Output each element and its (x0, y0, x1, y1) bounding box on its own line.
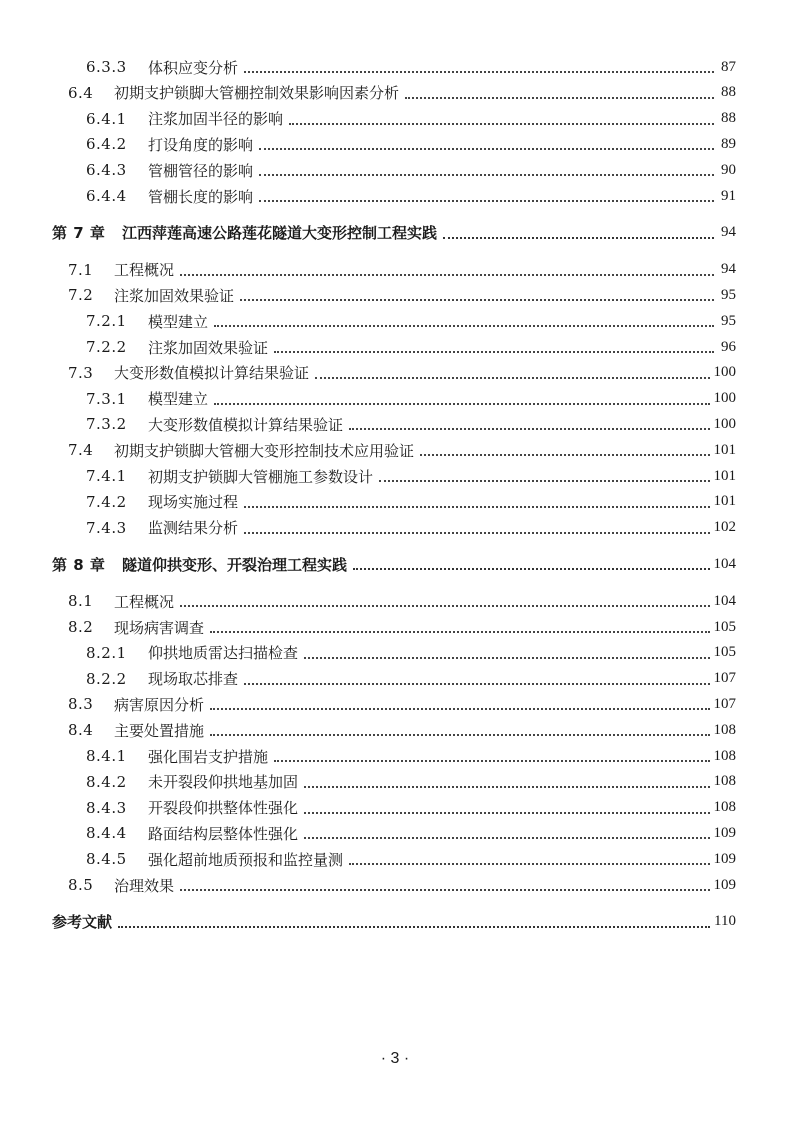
toc-entry-title: 初期支护锁脚大管棚控制效果影响因素分析 (114, 84, 400, 103)
toc-entry-title: 模型建立 (148, 312, 209, 331)
toc-entry-page: 101 (713, 441, 736, 458)
toc-entry-page: 88 (721, 110, 736, 127)
toc-entry (86, 106, 736, 132)
toc-entry-title: 开裂段仰拱整体性强化 (148, 799, 299, 818)
toc-entry-page: 109 (713, 876, 736, 893)
toc-chapter (52, 220, 736, 246)
toc-entry-page: 105 (713, 644, 736, 661)
toc-entry-title: 仰拱地质雷达扫描检查 (148, 644, 299, 663)
toc-entry-title: 现场取芯排查 (148, 670, 239, 689)
toc-entry (86, 54, 736, 80)
toc-entry-page: 95 (721, 312, 736, 329)
toc-leader-dots (244, 683, 709, 685)
toc-entry-number: 8.4.1 (86, 747, 127, 765)
toc-entry-page: 94 (721, 261, 736, 278)
toc-entry-number: 6.3.3 (86, 58, 127, 76)
toc-entry (86, 795, 736, 821)
toc-leader-dots (315, 377, 709, 379)
toc-leader-dots (304, 786, 709, 788)
toc-entry-title: 体积应变分析 (148, 58, 239, 77)
toc-entry-title: 强化围岩支护措施 (148, 747, 269, 766)
toc-entry-page: 94 (721, 224, 736, 241)
toc-entry (86, 386, 736, 412)
toc-leader-dots (180, 605, 709, 607)
toc-entry-number: 7.1 (68, 260, 94, 279)
toc-entry-number: 第 8 章 (52, 555, 106, 574)
toc-leader-dots (304, 812, 709, 814)
toc-entry (86, 743, 736, 769)
toc-leader-dots (210, 708, 709, 710)
toc-entry-number: 8.1 (68, 592, 94, 611)
toc-leader-dots (353, 568, 709, 570)
toc-leader-dots (214, 325, 714, 327)
toc-entry-page: 107 (713, 695, 736, 712)
toc-entry-number: 6.4.1 (86, 109, 127, 128)
toc-entry (86, 334, 736, 360)
toc-entry (86, 463, 736, 489)
toc-entry (68, 80, 736, 106)
toc-leader-dots (274, 351, 714, 353)
toc-entry-title: 打设角度的影响 (148, 135, 254, 154)
toc-entry-number: 7.2 (68, 286, 94, 305)
toc-entry-number: 7.4.3 (86, 518, 127, 537)
toc-entry-title: 注浆加固效果验证 (148, 338, 269, 357)
toc-entry-number: 7.2.1 (86, 312, 127, 331)
toc-entry (68, 360, 736, 386)
toc-entry-number: 8.3 (68, 695, 94, 714)
toc-entry-page: 101 (713, 467, 736, 484)
toc-entry-number: 7.4.2 (86, 492, 127, 511)
toc-entry-title: 管棚管径的影响 (148, 161, 254, 180)
toc-leader-dots (289, 123, 714, 125)
toc-leader-dots (274, 760, 709, 762)
toc-entry-number: 8.4 (68, 721, 94, 740)
toc-entry-title: 工程概况 (114, 592, 175, 611)
toc-entry-page: 88 (721, 84, 736, 101)
toc-entry-number: 8.4.4 (86, 824, 127, 843)
toc-entry (68, 691, 736, 717)
toc-entry (86, 820, 736, 846)
toc-entry-title: 江西萍莲高速公路莲花隧道大变形控制工程实践 (122, 224, 438, 243)
toc-entry (86, 183, 736, 209)
toc-entry-title: 监测结果分析 (148, 519, 239, 538)
toc-entry-title: 未开裂段仰拱地基加固 (148, 773, 299, 792)
toc-entry (86, 515, 736, 541)
toc-entry-title: 现场实施过程 (148, 493, 239, 512)
toc-entry-page: 108 (713, 747, 736, 764)
toc-entry-title: 强化超前地质预报和监控量测 (148, 850, 344, 869)
toc-leader-dots (244, 532, 709, 534)
toc-chapter (52, 909, 736, 935)
toc-entry-title: 主要处置措施 (114, 721, 205, 740)
toc-entry (68, 588, 736, 614)
toc-entry-page: 104 (713, 555, 736, 572)
toc-entry-title: 注浆加固效果验证 (114, 286, 235, 305)
toc-leader-dots (349, 863, 709, 865)
toc-entry-title: 病害原因分析 (114, 695, 205, 714)
toc-entry (86, 131, 736, 157)
toc-entry (68, 872, 736, 898)
toc-leader-dots (420, 454, 709, 456)
toc-entry-title: 参考文献 (52, 913, 113, 932)
toc-entry-title: 工程概况 (114, 261, 175, 280)
toc-entry-number: 6.4.4 (86, 187, 127, 205)
toc-entry-page: 100 (713, 415, 736, 432)
toc-leader-dots (240, 299, 714, 301)
toc-entry (86, 411, 736, 437)
toc-entry-title: 路面结构层整体性强化 (148, 824, 299, 843)
toc-leader-dots (118, 926, 710, 928)
toc-entry (68, 614, 736, 640)
toc-leader-dots (405, 97, 714, 99)
toc-entry-page: 90 (721, 161, 736, 178)
toc-entry (86, 157, 736, 183)
toc-entry-page: 96 (721, 338, 736, 355)
toc-entry-title: 大变形数值模拟计算结果验证 (148, 415, 344, 434)
toc-entry-title: 模型建立 (148, 390, 209, 409)
toc-entry-number: 8.2 (68, 618, 94, 636)
toc-entry-page: 91 (721, 187, 736, 204)
toc-entry-page: 108 (713, 773, 736, 790)
toc-entry-number: 第 7 章 (52, 224, 106, 243)
toc-entry-page: 105 (713, 618, 736, 635)
toc-leader-dots (304, 657, 709, 659)
toc-leader-dots (180, 274, 714, 276)
toc-leader-dots (304, 837, 709, 839)
toc-entry-page: 89 (721, 135, 736, 152)
toc-chapter (52, 551, 736, 577)
toc-entry-page: 108 (713, 799, 736, 816)
toc-entry-page: 107 (713, 670, 736, 687)
toc-leader-dots (244, 506, 709, 508)
toc-entry (86, 846, 736, 872)
toc-entry (86, 640, 736, 666)
toc-entry-page: 95 (721, 286, 736, 303)
toc-leader-dots (259, 148, 714, 150)
toc-entry (86, 666, 736, 692)
toc-entry-page: 109 (713, 824, 736, 841)
toc-entry-page: 102 (713, 519, 736, 536)
toc-entry-number: 8.4.5 (86, 850, 127, 869)
toc-entry-number: 8.4.3 (86, 798, 127, 817)
toc-entry-number: 7.3.2 (86, 415, 127, 434)
toc-entry-title: 隧道仰拱变形、开裂治理工程实践 (122, 555, 348, 574)
toc-entry (68, 257, 736, 283)
toc-entry (86, 308, 736, 334)
toc-entry-number: 7.3.1 (86, 389, 127, 408)
toc-entry-page: 108 (713, 721, 736, 738)
toc-entry-page: 100 (713, 390, 736, 407)
toc-leader-dots (244, 71, 714, 73)
toc-entry-number: 7.4.1 (86, 467, 127, 485)
toc-leader-dots (210, 734, 709, 736)
toc-entry-number: 6.4.3 (86, 161, 127, 180)
page-number: · 3 · (380, 1050, 410, 1067)
toc-entry (68, 282, 736, 308)
toc-entry-page: 101 (713, 493, 736, 510)
toc-entry-number: 6.4.2 (86, 135, 127, 154)
toc-entry-number: 8.2.1 (86, 643, 127, 662)
toc-entry (68, 717, 736, 743)
toc-entry-title: 注浆加固半径的影响 (148, 110, 284, 129)
toc-entry-number: 6.4 (68, 83, 94, 102)
toc-entry-title: 管棚长度的影响 (148, 187, 254, 206)
toc-entry-page: 109 (713, 850, 736, 867)
toc-entry-page: 87 (721, 58, 736, 75)
toc-entry-title: 治理效果 (114, 876, 175, 895)
toc-entry-title: 初期支护锁脚大管棚施工参数设计 (148, 467, 374, 486)
toc-entry-title: 大变形数值模拟计算结果验证 (114, 364, 310, 383)
toc-entry-title: 现场病害调查 (114, 618, 205, 637)
toc-leader-dots (379, 480, 709, 482)
toc-entry-page: 100 (713, 364, 736, 381)
toc-leader-dots (180, 889, 709, 891)
toc-entry-number: 8.4.2 (86, 772, 127, 791)
toc-entry-page: 110 (714, 913, 736, 930)
toc-entry-number: 7.2.2 (86, 338, 127, 356)
toc-leader-dots (214, 403, 709, 405)
toc-entry-title: 初期支护锁脚大管棚大变形控制技术应用验证 (114, 441, 415, 460)
toc-leader-dots (349, 428, 709, 430)
toc-leader-dots (259, 200, 714, 202)
toc-entry (86, 489, 736, 515)
toc-entry-number: 8.2.2 (86, 669, 127, 688)
toc-leader-dots (210, 631, 709, 633)
toc-entry-number: 7.4 (68, 441, 94, 460)
toc-entry-page: 104 (713, 592, 736, 609)
toc-entry (86, 769, 736, 795)
toc-entry-number: 7.3 (68, 363, 94, 382)
toc-entry (68, 437, 736, 463)
toc-entry-number: 8.5 (68, 876, 94, 894)
toc-leader-dots (259, 174, 714, 176)
toc-leader-dots (443, 237, 714, 239)
